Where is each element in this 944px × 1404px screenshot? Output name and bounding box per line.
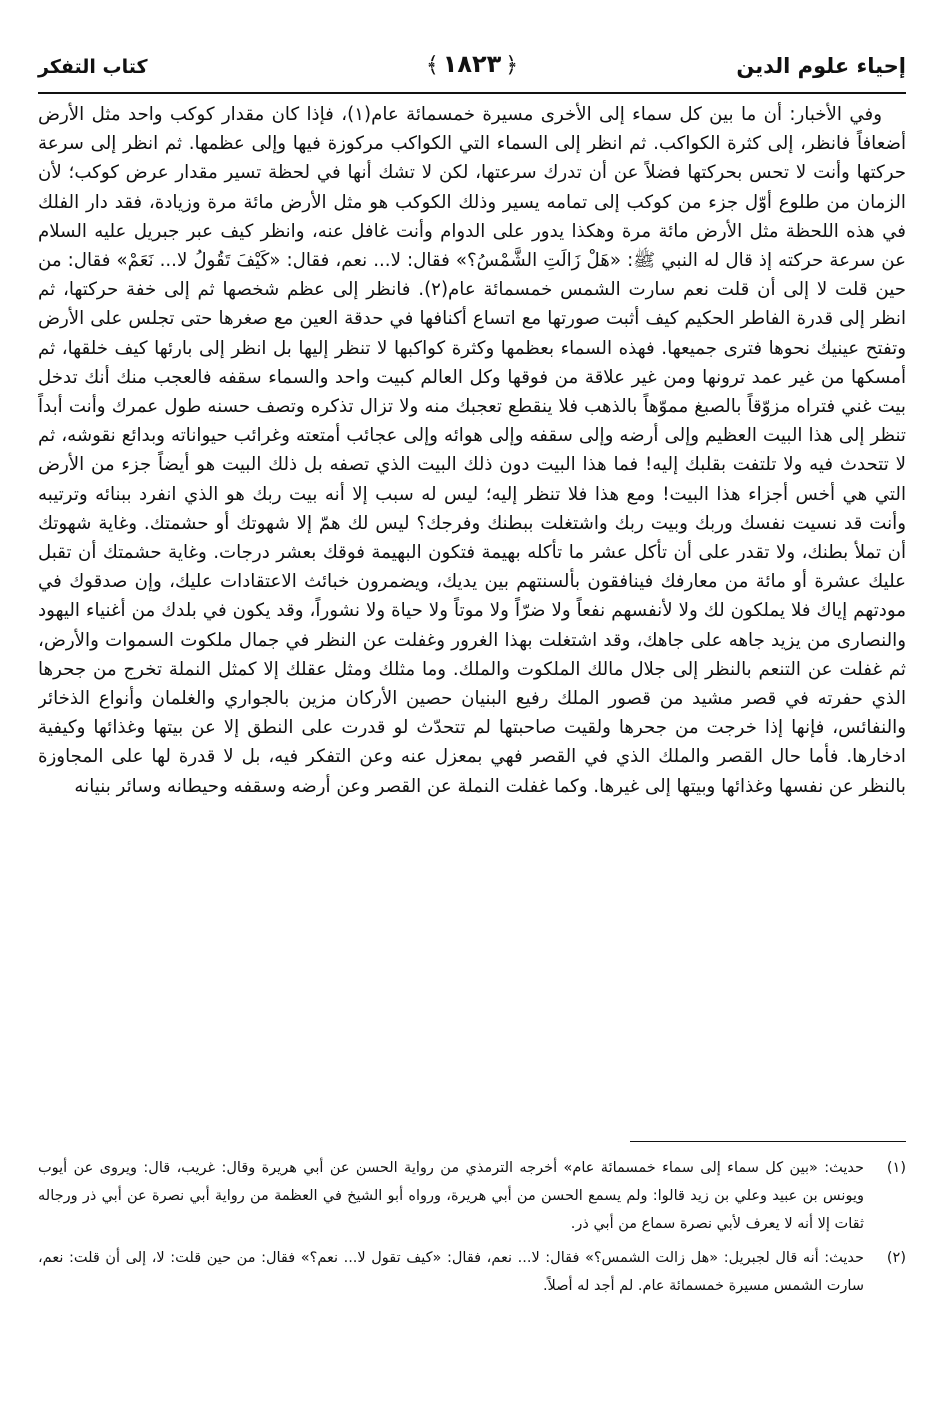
- page-number: [422, 50, 522, 78]
- header-divider: [38, 92, 906, 94]
- ornament-left-icon: ﴾: [425, 53, 439, 78]
- footnotes: [38, 1154, 906, 1354]
- ornament-right-icon: ﴿: [505, 53, 519, 78]
- page-header: [38, 48, 906, 92]
- footnote-divider: [630, 1141, 906, 1142]
- book-title: إحياء علوم الدين: [736, 54, 906, 78]
- footnote-text: حديث: أنه قال لجبريل: «هل زالت الشمس؟» فقال: لا... نعم، فقال: «كيف تقول لا... نعم؟» فقال: من حين قلت: لا، إلى أن قلت: نعم، سارت الشمس مسيرة خمسمائة عام. لم أجد له أصلاً.: [38, 1250, 864, 1294]
- footnote-2: [38, 1244, 906, 1300]
- footnote-1: [38, 1154, 906, 1238]
- chapter-title: كتاب التفكر: [38, 56, 148, 78]
- footnote-text: حديث: «بين كل سماء إلى سماء خمسمائة عام» أخرجه الترمذي من رواية الحسن عن أبي هريرة وقال: غريب، قال: ويروى عن أيوب ويونس بن عبيد وعلي بن زيد قالوا: ولم يسمع الحسن من أبي هريرة، ورواه أبو الشيخ في العظمة من رواية أبي نصرة عن أبي ذر ورجاله ثقات إلا أنه لا يعرف لأبي نصرة سماع من أبي ذر.: [38, 1160, 864, 1232]
- footnote-number: (٢): [886, 1250, 906, 1266]
- page-number-value: ١٨٢٣: [442, 50, 502, 78]
- body-paragraph: وفي الأخبار: أن ما بين كل سماء إلى الأخرى مسيرة خمسمائة عام(١)، فإذا كان مقدار كوكب واحد مثل الأرض أضعافاً فانظر، إلى كثرة الكواكب. ثم انظر إلى السماء التي الكواكب مركوزة فيها وإلى عظمها. ثم انظر إلى سرعة حركتها وأنت لا تحس بحركتها فضلاً عن أن تدرك سرعتها، لكن لا تشك أنها في لحظة تسير مقدار عرض كوكب؛ لأن الزمان من طلوع أوّل جزء من كوكب إلى تمامه يسير وذلك الكوكب هو مثل الأرض مائة مرة وزيادة، فقد دار الفلك في هذه اللحظة مثل الأرض مائة مرة وهكذا يدور على الدوام وأنت غافل عنه، وانظر كيف عبر جبريل عليه السلام عن سرعة حركته إذ قال له النبي ﷺ: «هَلْ زَالَتِ الشَّمْسُ؟» فقال: لا... نعم، فقال: «كَيْفَ تَقُولُ لا... نَعَمْ» فقال: من حين قلت لا إلى أن قلت نعم سارت الشمس خمسمائة عام(٢). فانظر إلى عظم شخصها ثم إلى خفة حركتها، ثم انظر إلى قدرة الفاطر الحكيم كيف أثبت صورتها مع اتساع أكنافها في حدقة العين مع صغرها حتى تجلس على الأرض وتفتح عينيك نحوها فترى جميعها. فهذه السماء بعظمها وكثرة كواكبها لا تنظر إليها بل انظر إلى بارئها كيف خلقها، ثم أمسكها من غير عمد ترونها ومن غير علاقة من فوقها وكل العالم كبيت واحد والسماء سقفه فالعجب منك أنك تدخل بيت غني فتراه مزوّقاً بالصبغ مموّهاً بالذهب فلا ينقطع تعجبك منه ولا تزال تذكره وتصف حسنه طول عمرك وأنت أبداً تنظر إلى هذا البيت العظيم وإلى أرضه وإلى سقفه وإلى هوائه وإلى عجائب أمتعته وغرائب حيواناته وبدائع نقوشه، ثم لا تتحدث فيه ولا تلتفت بقلبك إليه! فما هذا البيت دون ذلك البيت الذي تصفه بل ذلك البيت هو أيضاً جزء من الأرض التي هي أخس أجزاء هذا البيت! ومع هذا فلا تنظر إليه؛ ليس له سبب إلا أنه بيت ربك هو الذي انفرد ببنائه وترتيبه وأنت قد نسيت نفسك وربك وبيت ربك واشتغلت ببطنك وفرجك؟ ليس لك همّ إلا شهوتك أو حشمتك. وغاية شهوتك أن تملأ بطنك، ولا تقدر على أن تأكل عشر ما تأكله بهيمة فتكون البهيمة فوقك بعشر درجات. وغاية حشمتك أن تقبل عليك عشرة أو مائة من معارفك فينافقون بألسنتهم بين يديك، ويضمرون خبائث الاعتقادات عليك، وإن صدقوك في مودتهم إياك فلا يملكون لك ولا لأنفسهم نفعاً ولا ضرّاً ولا موتاً ولا حياة ولا نشوراً، وقد يكون في بلدك من أغنياء اليهود والنصارى من يزيد جاهه على جاهك، وقد اشتغلت بهذا الغرور وغفلت عن النظر في جمال ملكوت السموات والأرض، ثم غفلت عن التنعم بالنظر إلى جلال مالك الملكوت والملك. وما مثلك ومثل عقلك إلا كمثل النملة تخرج من جحرها الذي حفرته في قصر مشيد من قصور الملك رفيع البنيان حصين الأركان مزين بالجواري والغلمان وأنواع الذخائر والنفائس، فإنها إذا خرجت من جحرها ولقيت صاحبتها لم تتحدّث لو قدرت على النطق إلا عن بيتها وغذائها وكيفية ادخارها. فأما حال القصر والملك الذي في القصر فهي بمعزل عنه وعن التفكر فيه، بل لا قدرة لها على المجاوزة بالنظر عن نفسها وغذائها وبيتها إلى غيرها. وكما غفلت النملة عن القصر وعن أرضه وسقفه وحيطانه وسائر بنيانه: [38, 104, 906, 797]
- footnote-number: (١): [886, 1160, 906, 1176]
- main-text: [38, 100, 906, 1068]
